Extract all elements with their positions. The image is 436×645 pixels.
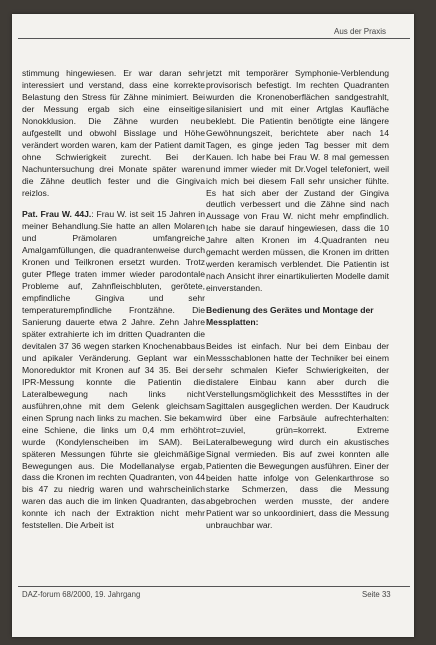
patient-label: Pat. Frau W. 44J. bbox=[22, 209, 92, 220]
right-column bbox=[206, 68, 389, 542]
section-heading: Bedienung des Gerätes und Montage der Messplatten: bbox=[206, 305, 374, 328]
footer-page-number: Seite 33 bbox=[362, 590, 391, 599]
running-header-section: Aus der Praxis bbox=[334, 27, 387, 36]
left-paragraph-2-text: : Frau W. ist seit 15 Jahren in meiner Behandlung.Sie hatte an allen Molaren und Prämolaren umfangreiche Amalgamfüllungen, die quadrantenweise durch Kronen und Teilkronen ersetzt wurden. Trotz guter Pflege traten immer wieder parodontale Probleme auf, Zahnfleischbluten, gerötete, empfindliche Gingiva und sehr temperaturempfindliche Frontzähne. Die Sanierung dauerte etwa 2 Jahre. Zehn Jahre später extrahierte ich im dritten Quadranten die devitalen 37 36 wegen starken Knochenabbaus und apikaler Veränderung. Geplant war ein Monoreduktor mit Kronen auf 34 35. Bei der IPR-Messung konnte die Patientin die Lateralbewegung nach links nicht ausführen,ohne mit dem Gelenk gleichsam einen Sprung nach links zu machen. Sie bekam eine Schiene, die links um 0,4 mm erhöht wurde (Kondylenscheiben im SAM). Bei späteren Messungen führte sie gleichmäßige Bewegungen aus. Die Modellanalyse ergab, dass die Kronen im rechten Quadranten, von 44 bis 47 zu niedrig waren und wahrscheinlich waren das auch die im linken Quadranten, das konnte ich nach der Extraktion nicht mehr feststellen. Die Arbeit ist bbox=[22, 209, 205, 531]
footer-rule bbox=[18, 586, 410, 587]
left-paragraph-1: stimmung hingewiesen. Er war daran sehr interessiert und verstand, dass eine korrekte Belastung den Stress für Zähne minimiert. Bei der Messung ergab sich eine einseitige Nonokklusion. Die Zähne wurden neu aufgestellt und obwohl Bisslage und Höhe verändert worden waren, kam der Patient damit ohne Schwierigkeit zurecht. Bei der Nachuntersuchung drei Monate später waren die Zähne deutlich fester und die Gingiva reizlos. bbox=[22, 68, 205, 198]
footer-journal: DAZ-forum 68/2000, 19. Jahrgang bbox=[22, 590, 141, 599]
left-column bbox=[22, 68, 205, 542]
right-paragraph-2: Beides ist einfach. Nur bei dem Einbau der Messschablonen hatte der Techniker bei einem sehr schmalen Kiefer Schwierigkeiten, der distalere Einbau kann aber durch die Verstellungsmöglichkeit des Messstiftes in der Sagittalen ausgeglichen werden. Der Kaudruck wird über eine Farbsäule aufrechterhalten: rot=zuviel, grün=korrekt. Extreme Lateralbewegung wird durch ein akustisches Signal vermieden. Bis auf zwei konnten alle Patienten die Bewegungen ausführen. Einer der beiden hatte infolge von Gelenkarthrose so starke Schmerzen, dass die Messung abgebrochen werden musste, der andere Patient war so unkoordiniert, dass die Messung unbrauchbar war. bbox=[206, 341, 389, 531]
right-paragraph-1: jetzt mit temporärer Symphonie-Verblendung provisorisch befestigt. Im rechten Quadranten wurden die Kronenoberflächen sandgestrahlt, silanisiert und mit einer Artglas Kaufläche beklebt. Die Patientin benötigte eine längere Gewöhnungszeit, berichtete aber nach 14 Tagen, es ginge jeden Tag besser mit dem Kauen. Ich habe bei Frau W. 8 mal gemessen und immer wieder mit Dr.Vogel telefoniert, weil ich mich bei diesem Fall sehr unsicher fühlte. Es hat sich aber der Zustand der Gingiva deutlich verbessert und die Zähne sind nach Aussage von Frau W. nicht mehr empfindlich. Ich habe sie darauf hingewiesen, dass die 10 Jahre alten Kronen im 4.Quadranten neu gemacht werden müssen, die Kronen im dritten werden keramisch verblendet. Die Patientin ist nach Ansicht ihrer einartikulierten Modelle damit einverstanden. bbox=[206, 68, 389, 294]
header-rule bbox=[18, 38, 410, 39]
left-paragraph-2 bbox=[22, 209, 205, 532]
